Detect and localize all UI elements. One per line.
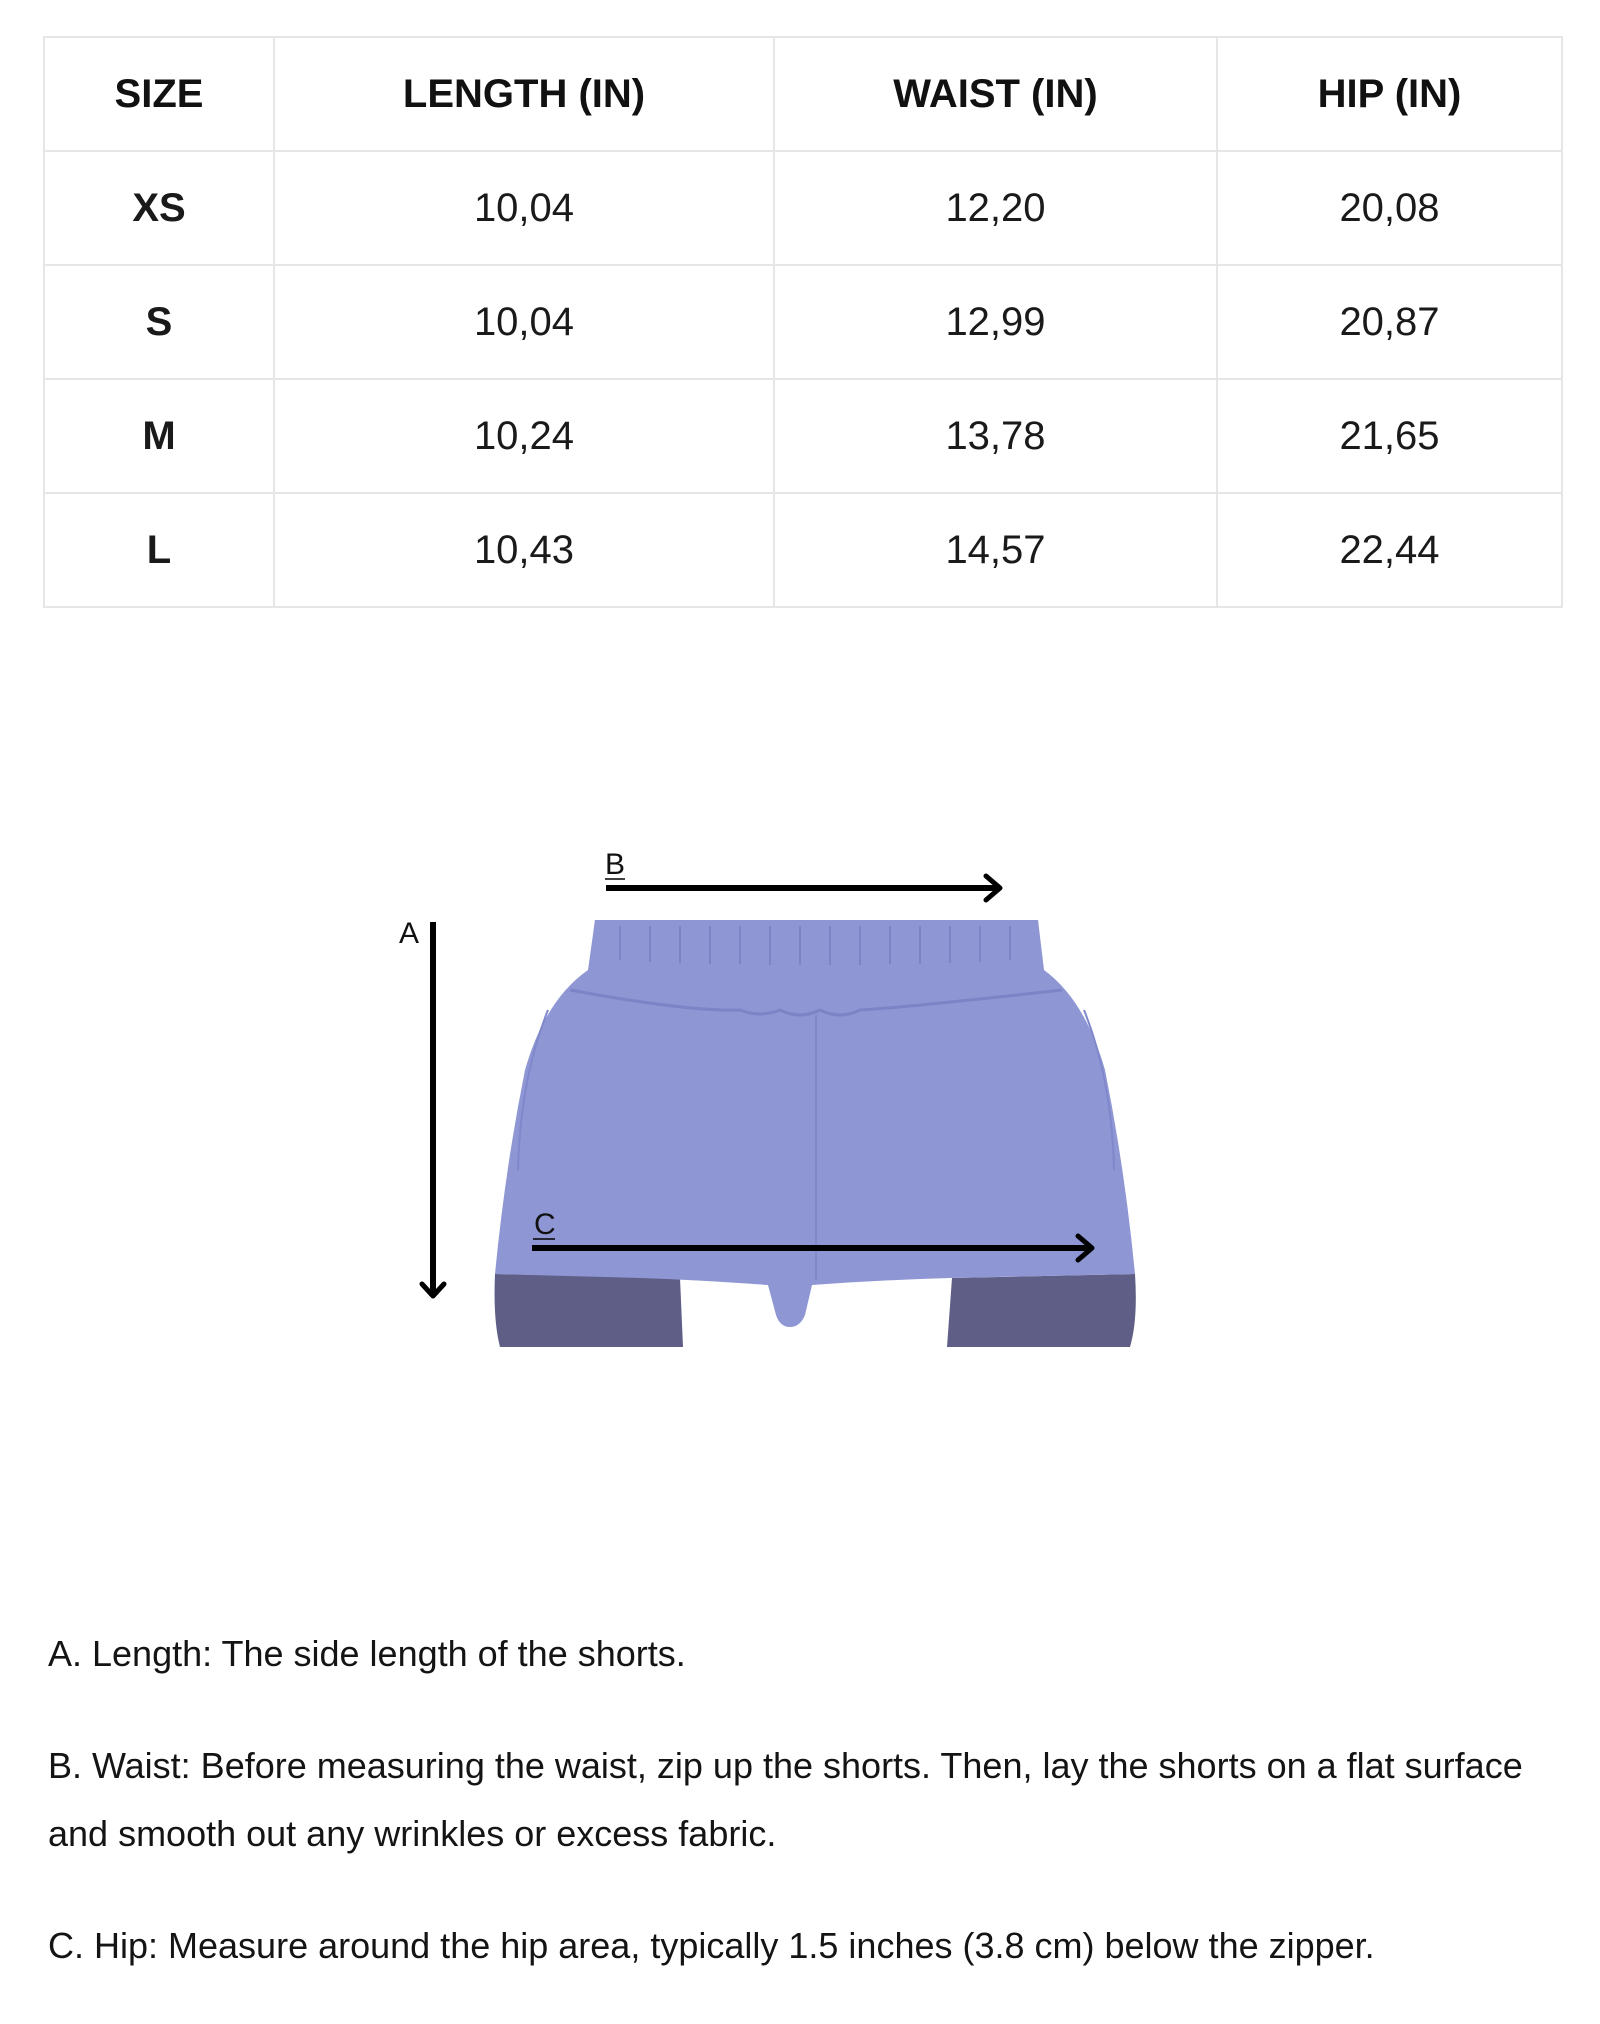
length-cell: 10,43 (274, 493, 774, 607)
liner-left (495, 1274, 683, 1347)
header-hip: HIP (IN) (1217, 37, 1562, 151)
header-waist: WAIST (IN) (774, 37, 1217, 151)
table-row (44, 265, 1562, 379)
waistband (590, 920, 1042, 967)
hip-cell: 21,65 (1217, 379, 1562, 493)
table-header-row (44, 37, 1562, 151)
hip-cell: 20,08 (1217, 151, 1562, 265)
measurement-diagram (0, 840, 1600, 1360)
table-row (44, 151, 1562, 265)
length-cell: 10,24 (274, 379, 774, 493)
label-a: A (399, 917, 420, 950)
waist-cell: 12,99 (774, 265, 1217, 379)
hip-cell: 22,44 (1217, 493, 1562, 607)
size-cell: M (44, 379, 274, 493)
size-cell: L (44, 493, 274, 607)
waist-cell: 12,20 (774, 151, 1217, 265)
hip-cell: 20,87 (1217, 265, 1562, 379)
note-waist: B. Waist: Before measuring the waist, zip up the shorts. Then, lay the shorts on a flat surface and smooth out any wrinkles or excess fabric. (48, 1745, 1523, 1854)
measurement-notes (48, 1620, 1548, 2024)
table-row (44, 493, 1562, 607)
length-cell: 10,04 (274, 265, 774, 379)
header-size: SIZE (44, 37, 274, 151)
label-b: B (605, 848, 626, 881)
note-hip: C. Hip: Measure around the hip area, typically 1.5 inches (3.8 cm) below the zipper. (48, 1925, 1375, 1966)
waist-cell: 13,78 (774, 379, 1217, 493)
length-cell: 10,04 (274, 151, 774, 265)
waist-cell: 14,57 (774, 493, 1217, 607)
size-cell: S (44, 265, 274, 379)
note-length: A. Length: The side length of the shorts. (48, 1633, 686, 1674)
header-length: LENGTH (IN) (274, 37, 774, 151)
label-c: C (534, 1208, 556, 1241)
table-row (44, 379, 1562, 493)
shorts-illustration (0, 840, 1600, 1360)
size-cell: XS (44, 151, 274, 265)
size-chart-table (43, 36, 1563, 608)
liner-right (947, 1274, 1136, 1347)
